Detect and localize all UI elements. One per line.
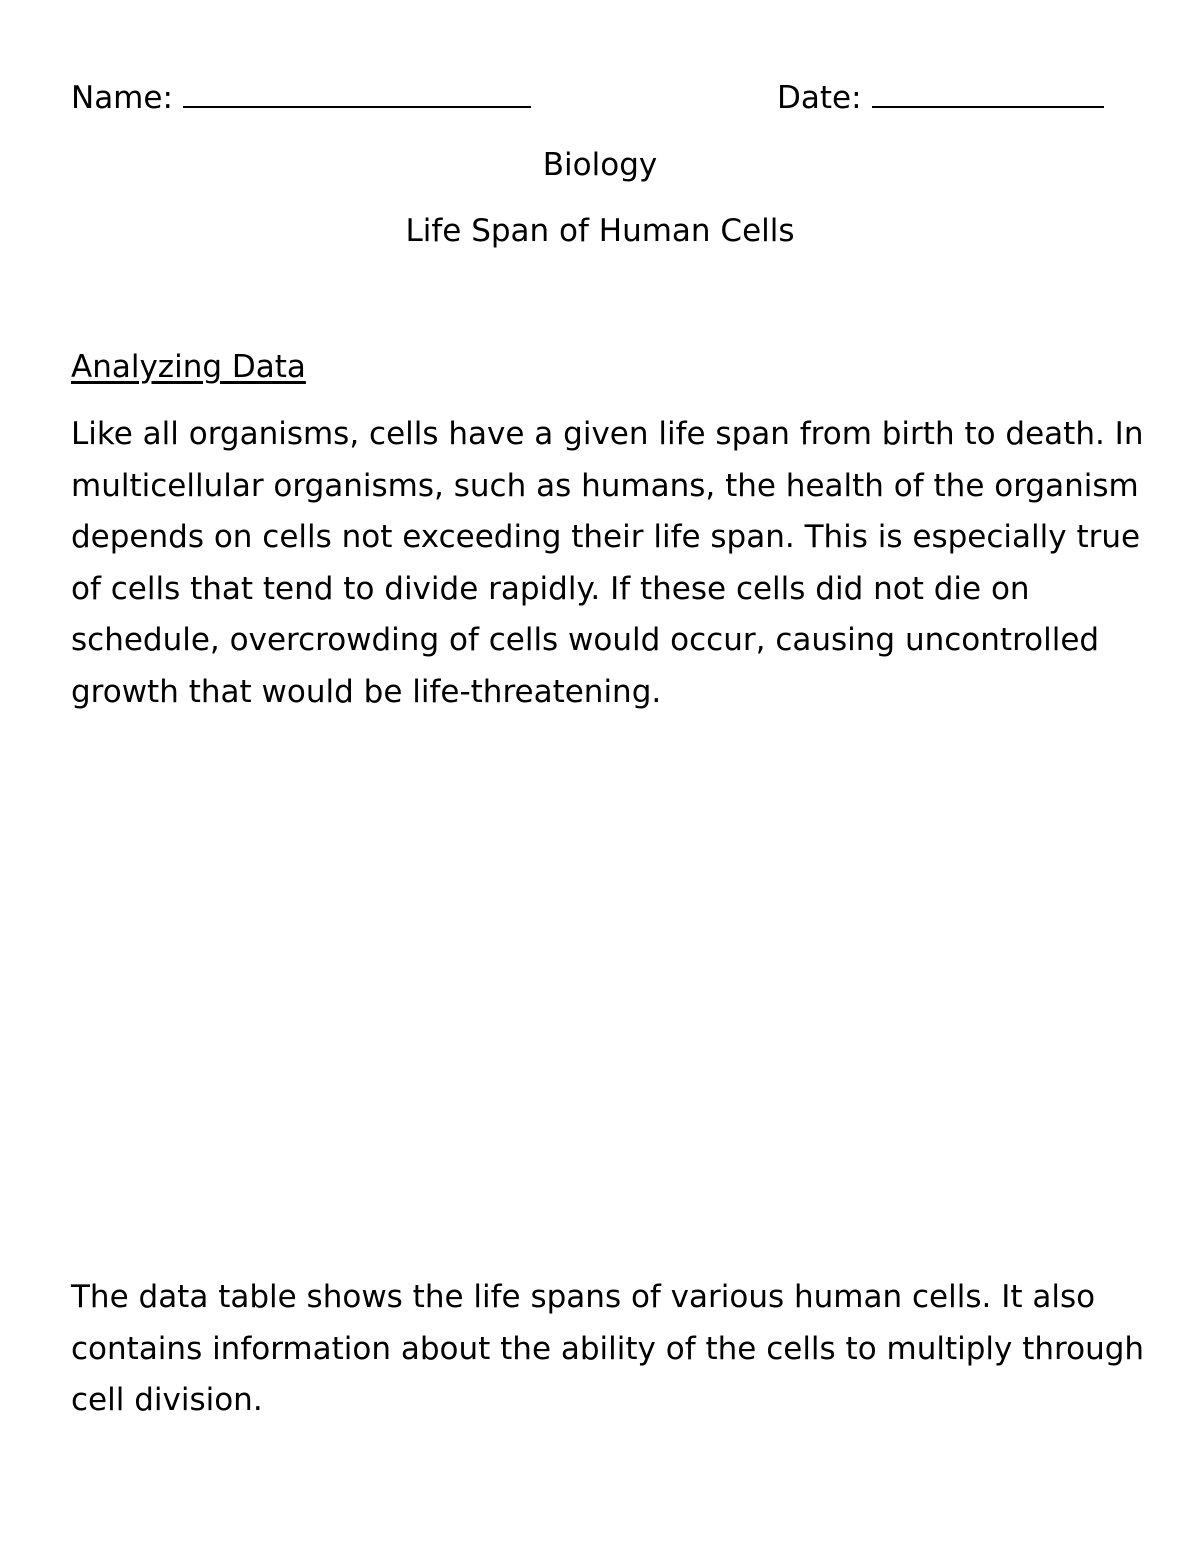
page-title: Life Span of Human Cells: [405, 213, 795, 249]
date-label: Date:: [777, 80, 862, 116]
name-field-row: [71, 78, 531, 118]
intro-paragraph: Like all organisms, cells have a given life span from birth to death. In multicellular organisms, such as humans, the health of the organism depends on cells not exceeding their life span. This is especially true of cells that tend to divide rapidly. If these cells did not die on schedule, overcrowding of cells would occur, causing uncontrolled growth that would be life-threatening.: [71, 416, 1144, 710]
section-heading: Analyzing Data: [71, 349, 306, 385]
date-blank-line[interactable]: [872, 78, 1104, 108]
name-label: Name:: [71, 80, 173, 116]
date-field-row: [777, 78, 1104, 118]
subject-heading: Biology: [542, 147, 658, 183]
table-intro-paragraph: The data table shows the life spans of various human cells. It also contains information about the ability of the cells to multiply through cell division.: [71, 1279, 1145, 1418]
name-blank-line[interactable]: [183, 78, 531, 108]
